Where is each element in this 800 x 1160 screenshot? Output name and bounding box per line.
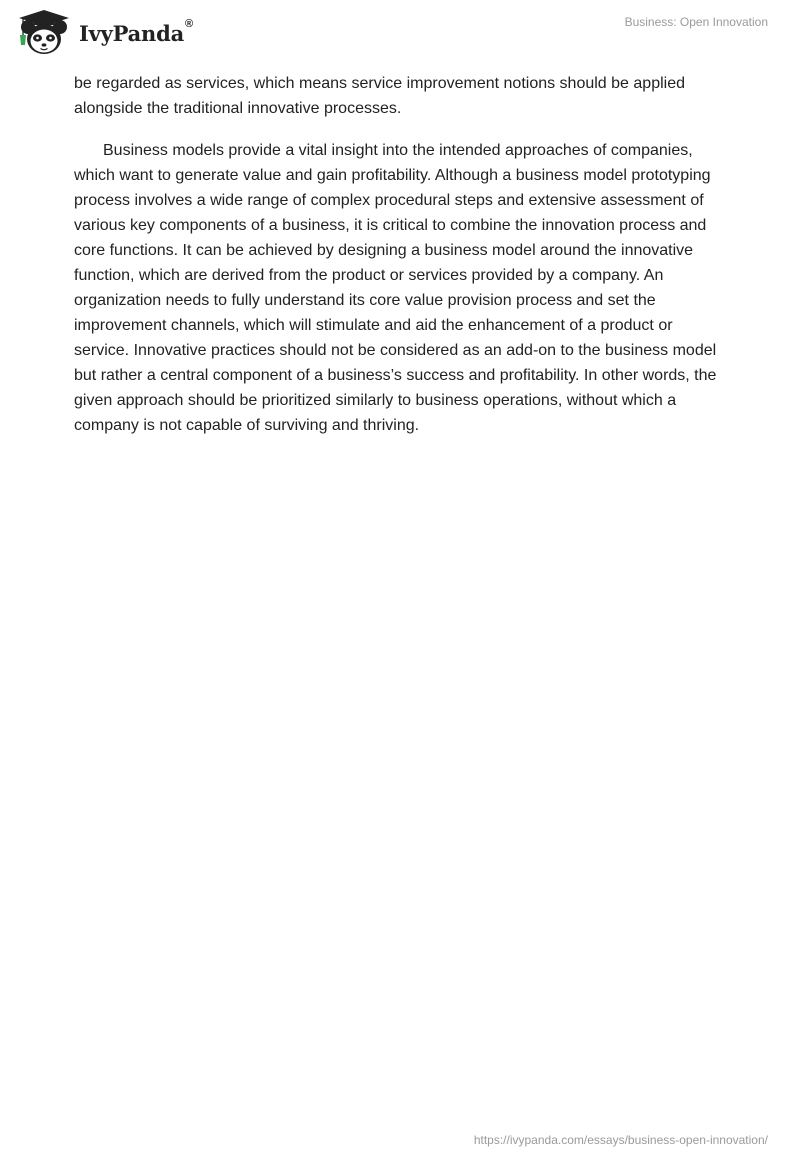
panda-graduation-cap-icon (16, 7, 74, 57)
registered-mark: ® (185, 17, 193, 30)
essay-body (74, 71, 730, 455)
logo[interactable] (16, 7, 193, 57)
paragraph: be regarded as services, which means service improvement notions should be applied alongside the traditional innovative processes. (74, 75, 685, 117)
document-title: Business: Open Innovation (624, 15, 768, 29)
paragraph: Business models provide a vital insight into the intended approaches of companies, which want to generate value and gain profitability. Although a business model prototyping process involves a wide range of complex procedural steps and extensive assessment of various key components of a business, it is critical to combine the innovation process and core functions. It can be achieved by designing a business model around the innovative function, which are derived from the product or services provided by a company. An organization needs to fully understand its core value provision process and set the improvement channels, which will stimulate and aid the enhancement of a product or service. Innovative practices should not be considered as an add-on to the business model but rather a central component of a business’s success and profitability. In other words, the given approach should be prioritized similarly to business operations, without which a company is not capable of surviving and thriving. (74, 142, 717, 434)
logo-text: IvyPanda® (79, 17, 193, 46)
source-url[interactable]: https://ivypanda.com/essays/business-open-innovation/ (473, 1133, 768, 1147)
page-header (0, 0, 800, 64)
